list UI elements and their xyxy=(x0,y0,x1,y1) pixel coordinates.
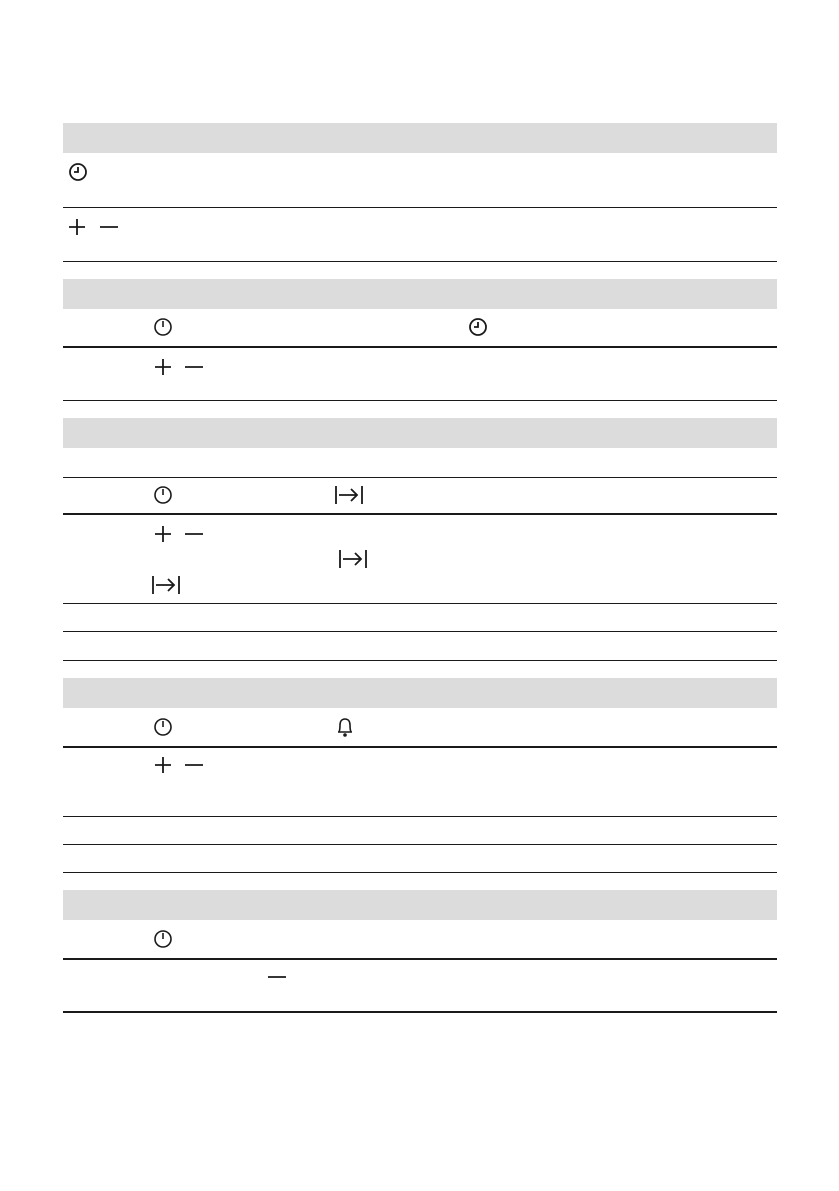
table-bottom-rule xyxy=(63,660,777,661)
row-divider xyxy=(63,746,777,748)
minus-icon xyxy=(183,524,205,544)
timer-key-icon xyxy=(153,317,173,337)
end-time-icon xyxy=(151,574,181,596)
minus-icon xyxy=(98,217,120,237)
row-divider xyxy=(63,513,777,515)
row-divider xyxy=(63,958,777,960)
minus-icon xyxy=(183,755,205,775)
minus-icon xyxy=(183,357,205,377)
table-bottom-rule xyxy=(63,400,777,401)
row-divider xyxy=(63,603,777,604)
table-bottom-rule xyxy=(63,1011,777,1013)
table-header xyxy=(63,890,777,920)
end-time-icon xyxy=(338,548,368,570)
row-divider xyxy=(63,207,777,208)
timer-key-icon xyxy=(153,717,173,737)
timer-key-icon xyxy=(153,485,173,505)
plus-icon xyxy=(153,357,173,377)
bell-icon xyxy=(336,716,354,738)
table-header xyxy=(63,678,777,708)
row-divider xyxy=(63,477,777,478)
minus-icon xyxy=(266,967,288,987)
row-divider xyxy=(63,346,777,348)
plus-icon xyxy=(153,755,173,775)
timer-key-icon xyxy=(153,929,173,949)
clock-icon xyxy=(68,162,88,182)
row-divider xyxy=(63,816,777,817)
table-header xyxy=(63,418,777,448)
row-divider xyxy=(63,631,777,632)
end-time-icon xyxy=(334,484,364,506)
clock-icon xyxy=(468,317,488,337)
table-header xyxy=(63,123,777,153)
plus-icon xyxy=(67,217,87,237)
table-bottom-rule xyxy=(63,261,777,262)
table-header xyxy=(63,279,777,309)
plus-icon xyxy=(153,524,173,544)
row-divider xyxy=(63,844,777,845)
table-bottom-rule xyxy=(63,872,777,873)
